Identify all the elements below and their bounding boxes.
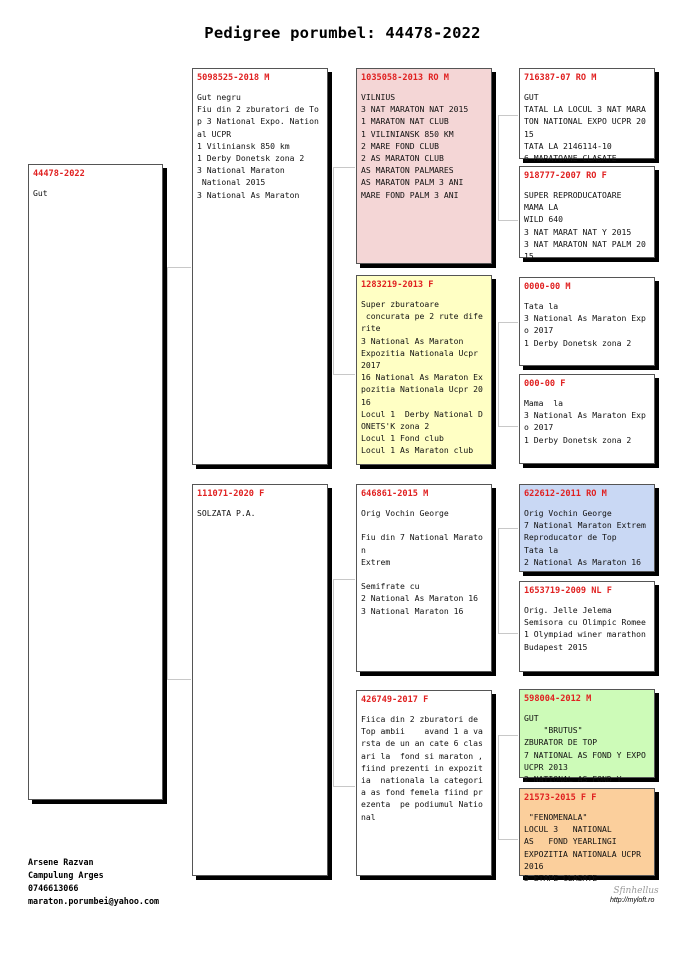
connector-line — [333, 374, 355, 375]
pigeon-card-sire — [192, 68, 328, 465]
connector-line — [498, 528, 499, 633]
pigeon-card-dsd — [519, 581, 655, 672]
pigeon-description: "FENOMENALA" LOCUL 3 NATIONAL AS FOND YEARLINGI EXPOZITIA NATIONALA UCPR 2016 5 ETAPE CLASATE — [524, 812, 641, 884]
pigeon-id: 716387-07 RO M — [524, 73, 597, 83]
pigeon-id: 0000-00 M — [524, 282, 571, 292]
pigeon-card-dds — [519, 689, 655, 785]
connector-line — [167, 679, 191, 680]
pigeon-id: 622612-2011 RO M — [524, 489, 607, 499]
page-title: Pedigree porumbel: 44478-2022 — [204, 24, 481, 42]
pigeon-id: 1035058-2013 RO M — [361, 73, 449, 83]
connector-line — [498, 322, 499, 426]
pigeon-description: SUPER REPRODUCATOARE MAMA LA WILD 640 3 NAT MARAT NAT Y 2015 3 NAT MARATON NAT PALM 2015 — [524, 190, 646, 262]
pigeon-id: 44478-2022 — [33, 169, 85, 179]
connector-line — [498, 735, 499, 839]
pigeon-card-ddd — [519, 788, 655, 884]
pigeon-card-dam-dam — [356, 690, 492, 876]
pigeon-description: Tata la 3 National As Maraton Expo 2017 1 Derby Donetsk zona 2 — [524, 301, 646, 348]
connector-line — [167, 267, 191, 268]
connector-line — [498, 115, 518, 116]
pigeon-id: 21573-2015 F F — [524, 793, 597, 803]
pigeon-id: 5098525-2018 M — [197, 73, 270, 83]
pigeon-id: 1653719-2009 NL F — [524, 586, 612, 596]
pigeon-card-ssd — [519, 166, 655, 262]
connector-line — [498, 735, 518, 736]
pigeon-id: 000-00 F — [524, 379, 566, 389]
breeder-phone: 0746613066 — [28, 883, 79, 893]
pigeon-description: Super zburatoare concurata pe 2 rute diferite 3 National As Maraton Expozitia Nationala Ucpr 2017 16 National As Maraton Expozitia Nationala Ucpr 2016 Locul 1 Derby National DONETS'K zona 2 Locul 1 Fond club Locul 1 As Maraton club — [361, 299, 483, 456]
pigeon-card-sire-sire — [356, 68, 492, 264]
pigeon-card-dam-sire — [356, 484, 492, 672]
pigeon-description: Gut — [33, 188, 48, 198]
pigeon-id: 918777-2007 RO F — [524, 171, 607, 181]
breeder-name: Arsene Razvan — [28, 857, 94, 867]
pigeon-card-sss — [519, 68, 655, 164]
connector-line — [498, 220, 518, 221]
pigeon-description: GUT TATAL LA LOCUL 3 NAT MARATON NATIONAL EXPO UCPR 2015 TATA LA 2146114-10 6 MARATOANE CLASATE — [524, 92, 646, 164]
pigeon-description: Orig Vochin George Fiu din 7 National Maraton Extrem Semifrate cu 2 National As Maraton 16 3 National Maraton 16 — [361, 508, 483, 616]
connector-line — [167, 267, 168, 679]
connector-line — [333, 167, 334, 374]
connector-line — [498, 426, 518, 427]
pigeon-description: Orig Vochin George 7 National Maraton Extrem Reproducator de Top Tata la 2 National As Maraton 16 — [524, 508, 646, 567]
connector-line — [333, 579, 334, 786]
connector-line — [333, 167, 355, 168]
pigeon-description: GUT "BRUTUS" ZBURATOR DE TOP 7 NATIONAL AS FOND Y EXPO UCPR 2013 2 NATIONAL AS FOND Y — [524, 713, 646, 785]
pigeon-card-sds — [519, 277, 655, 366]
pigeon-card-subject — [28, 164, 163, 800]
pigeon-id: 646861-2015 M — [361, 489, 429, 499]
pigeon-description: Mama la 3 National As Maraton Expo 2017 1 Derby Donetsk zona 2 — [524, 398, 646, 445]
connector-line — [498, 633, 518, 634]
breeder-city: Campulung Arges — [28, 870, 104, 880]
pigeon-id: 598004-2012 M — [524, 694, 592, 704]
pigeon-id: 111071-2020 F — [197, 489, 265, 499]
connector-line — [498, 528, 518, 529]
connector-line — [498, 115, 499, 220]
pigeon-id: 426749-2017 F — [361, 695, 429, 705]
connector-line — [333, 786, 355, 787]
connector-line — [498, 322, 518, 323]
pigeon-id: 1283219-2013 F — [361, 280, 434, 290]
signature: Sfinhellus — [613, 886, 659, 896]
pigeon-description: Fiica din 2 zburatori de Top ambii avand 1 a varsta de un an cate 6 clasari la fond si maraton ,fiind prezenti in expozitia nationala la categoria as fond femela fiind prezenta pe podiumul National — [361, 714, 483, 822]
connector-line — [333, 579, 355, 580]
pigeon-card-dss — [519, 484, 655, 572]
pigeon-card-sire-dam — [356, 275, 492, 465]
breeder-email[interactable]: maraton.porumbei@yahoo.com — [28, 896, 160, 906]
connector-line — [498, 839, 518, 840]
pigeon-description: Orig. Jelle Jelema Semisora cu Olimpic Romee 1 Olympiad winer marathon Budapest 2015 — [524, 605, 646, 652]
pigeon-description: VILNIUS 3 NAT MARATON NAT 2015 1 MARATON NAT CLUB 1 VILINIANSK 850 KM 2 MARE FOND CLUB 2 AS MARATON CLUB AS MARATON PALMARES AS MARATON PALM 3 ANI MARE FOND PALM 3 ANI — [361, 92, 469, 200]
breeder-info — [28, 856, 159, 908]
pigeon-description: SOLZATA P.A. — [197, 508, 256, 518]
pigeon-card-dam — [192, 484, 328, 876]
pigeon-card-sdd — [519, 374, 655, 464]
footer-url[interactable]: http://myloft.ro — [610, 897, 655, 904]
pigeon-description: Gut negru Fiu din 2 zburatori de Top 3 National Expo. National UCPR 1 Viliniansk 850 km 1 Derby Donetsk zona 2 3 National Maraton National 2015 3 National As Maraton — [197, 92, 319, 200]
